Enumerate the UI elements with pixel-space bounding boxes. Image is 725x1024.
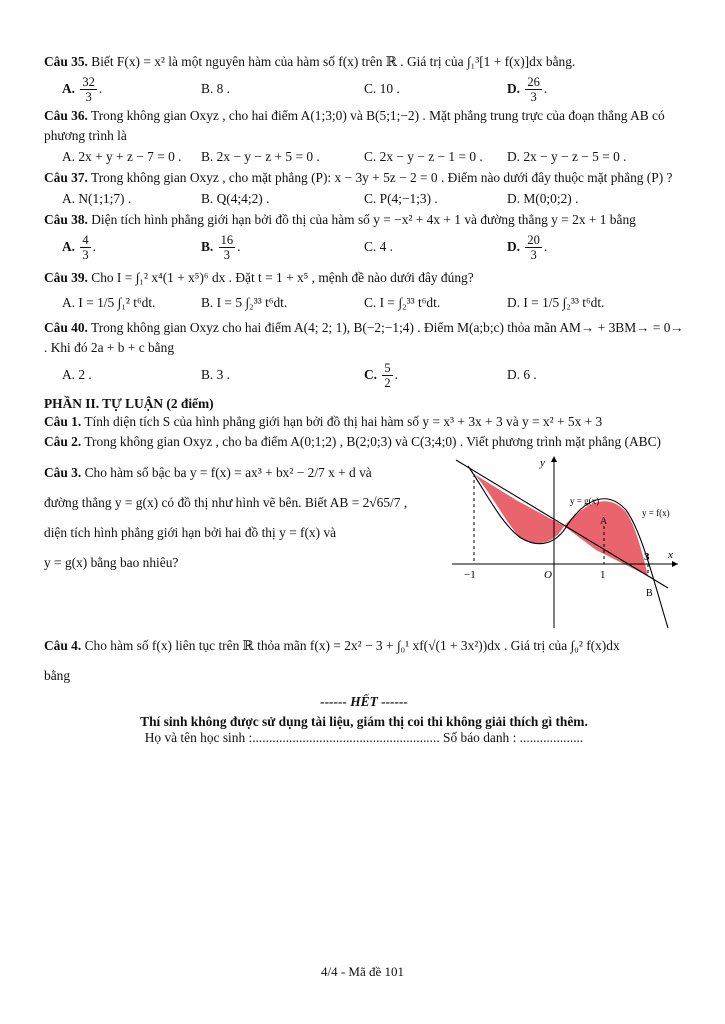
question-38 [44, 210, 684, 230]
option-a: A. 2x + y + z − 7 = 0 . [62, 149, 182, 164]
question-label: Câu 39. [44, 270, 88, 285]
y-arrow [551, 456, 557, 462]
fraction: $\frac{20}{3}$ [527, 233, 540, 263]
question-text: Trong không gian Oxyz , cho mặt phẳng (P): x − 3y + 5z − 2 = 0 . Điểm nào dưới đây thuộc mặt phẳng (P) ? [91, 170, 673, 185]
question-text: đường thẳng y = g(x) có đồ thị như hình vẽ bên. Biết AB = 2√65/7 , [44, 495, 408, 510]
g-label: y = g(x) [570, 496, 600, 506]
option-d: D. I = 1/5 ∫₂³³ t⁶dt. [507, 295, 605, 310]
option-c: C. 10 . [364, 81, 400, 96]
option-b: B. I = 5 ∫₂³³ t⁶dt. [201, 295, 288, 310]
section-heading: PHẦN II. TỰ LUẬN (2 điểm) [44, 396, 214, 411]
f-label: y = f(x) [642, 508, 670, 518]
option-b: B. 8 . [201, 81, 231, 96]
options-36 [44, 146, 684, 168]
option-d: D. [507, 239, 521, 254]
question-text: Biết F(x) = x² là một nguyên hàm của hàm số f(x) trên ℝ . Giá trị của ∫₁³[1 + f(x)]dx bằng. [91, 54, 576, 69]
option-c: C. [364, 367, 378, 382]
question-label: Câu 40. [44, 320, 88, 335]
question-text: bằng [44, 668, 71, 683]
question-37 [44, 168, 684, 188]
question-text: Cho hàm số bậc ba y = f(x) = ax³ + bx² − 2/7 x + d và [84, 465, 372, 480]
exam-note: Thí sinh không được sử dụng tài liệu, giám thị coi thi không giải thích gì thêm. [140, 714, 588, 729]
options-35: A. $\frac{32}{3}$ . B. 8 . C. 10 . D. $\frac{26}{3}$ . [44, 72, 684, 106]
question-text: Cho I = ∫₁² x⁴(1 + x⁵)⁶ dx . Đặt t = 1 + x⁵ , mệnh đề nào dưới đây đúng? [91, 270, 474, 285]
option-b: B. Q(4;4;2) . [201, 191, 270, 206]
question-label: Câu 37. [44, 170, 88, 185]
function-graph [446, 452, 682, 630]
page-footer: 4/4 - Mã đề 101 [320, 964, 405, 979]
option-b: B. [201, 239, 214, 254]
essay-3 [44, 452, 684, 630]
question-39 [44, 268, 684, 288]
option-c: C. I = ∫₂³³ t⁶dt. [364, 295, 441, 310]
question-text: y = g(x) bằng bao nhiêu? [44, 555, 179, 570]
question-text: Tính diện tích S của hình phẳng giới hạn bởi đồ thị hai hàm số y = x³ + 3x + 3 và y = x² + 5x + 3 [84, 414, 603, 429]
option-c: C. P(4;−1;3) . [364, 191, 438, 206]
question-35 [44, 52, 684, 72]
option-c: C. 4 . [364, 239, 394, 254]
point-a: A [600, 516, 608, 527]
options-37 [44, 188, 684, 210]
option-a: A. 2 . [62, 367, 92, 382]
fraction: $\frac{5}{2}$ [384, 361, 391, 391]
option-b: B. 2x − y − z + 5 = 0 . [201, 149, 320, 164]
question-label: Câu 35. [44, 54, 88, 69]
shaded-region-left [474, 474, 564, 543]
question-label: Câu 1. [44, 414, 82, 429]
end-marker: ------ HẾT ------ [320, 694, 408, 709]
question-label: Câu 4. [44, 638, 82, 653]
option-a: A. N(1;1;7) . [62, 191, 132, 206]
question-text: Trong không gian Oxyz , cho hai điểm A(1;3;0) và B(5;1;−2) . Mặt phẳng trung trực của đoạn thẳng AB có phương trình là [44, 108, 665, 143]
fraction: $\frac{16}{3}$ [220, 233, 234, 263]
option-d: D. 6 . [507, 367, 537, 382]
option-d: D. 2x − y − z − 5 = 0 . [507, 149, 627, 164]
question-40 [44, 318, 684, 358]
essay-4 [44, 636, 684, 656]
question-label: Câu 3. [44, 465, 82, 480]
options-40: A. 2 . B. 3 . C. $\frac{5}{2}$ . D. 6 . [44, 358, 684, 392]
point-b: B [646, 588, 653, 599]
tick-3: 3 [644, 551, 650, 563]
essay-2 [44, 432, 684, 452]
question-text: Trong không gian Oxyz , cho ba điểm A(0;1;2) , B(2;0;3) và C(3;4;0) . Viết phương trình mặt phẳng (ABC) [84, 434, 661, 449]
line-g [456, 460, 668, 588]
origin-label: O [544, 569, 552, 581]
question-text: diện tích hình phẳng giới hạn bởi hai đồ thị y = f(x) và [44, 525, 337, 540]
question-text: Cho hàm số f(x) liên tục trên ℝ thỏa mãn f(x) = 2x² − 3 + ∫₀¹ xf(√(1 + 3x²))dx . Giá trị của ∫₀² f(x)dx [84, 638, 620, 653]
x-label: x [668, 549, 673, 561]
options-39 [44, 288, 684, 318]
fraction: $\frac{26}{3}$ [527, 75, 540, 105]
question-text: Trong không gian Oxyz cho hai điểm A(4; 2; 1), B(−2;−1;4) . Điểm M(a;b;c) thỏa mãn AM→ + 3BM→ = 0→ . Khi đó 2a + b + c bằng [44, 320, 684, 355]
option-a: A. [62, 81, 76, 96]
fraction: $\frac{4}{3}$ [82, 233, 89, 263]
option-d: D. M(0;0;2) . [507, 191, 579, 206]
x-arrow [672, 561, 678, 567]
exam-page [44, 52, 684, 746]
student-info-line: Họ và tên học sinh :........................................................ Số báo danh : ................... [144, 730, 584, 745]
y-label: y [540, 457, 545, 469]
options-38: A. $\frac{4}{3}$ . B. $\frac{16}{3}$ . C. 4 . D. $\frac{20}{3}$ . [44, 230, 684, 264]
question-label: Câu 36. [44, 108, 88, 123]
essay-1 [44, 412, 684, 432]
question-36 [44, 106, 684, 146]
option-a: A. [62, 239, 76, 254]
tick-1: 1 [600, 569, 606, 581]
option-c: C. 2x − y − z − 1 = 0 . [364, 149, 483, 164]
question-label: Câu 2. [44, 434, 82, 449]
option-a: A. I = 1/5 ∫₁² t⁶dt. [62, 295, 156, 310]
option-d: D. [507, 81, 521, 96]
tick-minus1: −1 [464, 569, 476, 581]
question-text: Diện tích hình phẳng giới hạn bởi đồ thị của hàm số y = −x² + 4x + 1 và đường thẳng y = 2x + 1 bằng [91, 212, 636, 227]
fraction: $\frac{32}{3}$ [82, 75, 95, 105]
option-b: B. 3 . [201, 367, 231, 382]
question-label: Câu 38. [44, 212, 88, 227]
